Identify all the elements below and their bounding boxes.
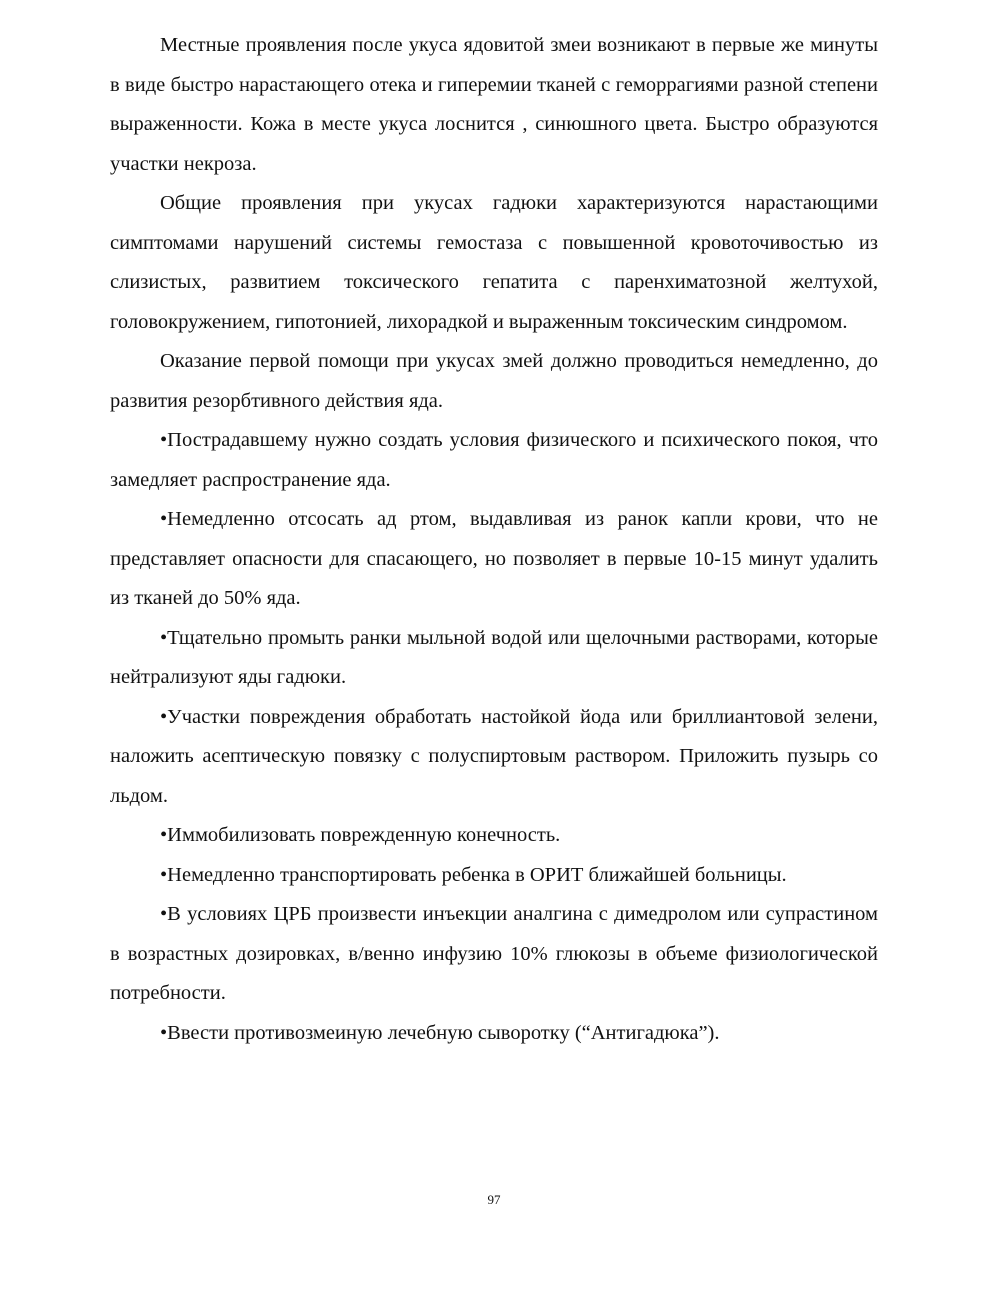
list-item-wash: •Тщательно промыть ранки мыльной водой или щелочными растворами, которые нейтрализуют яды гадюки.	[110, 626, 878, 688]
list-item-treat-wound: •Участки повреждения обработать настойкой йода или бриллиантовой зелени, наложить асептическую повязку с полуспиртовым раствором. Приложить пузырь со льдом.	[110, 705, 878, 807]
body-text	[110, 26, 878, 1053]
page-number: 97	[487, 1192, 501, 1207]
paragraph-local-symptoms: Местные проявления после укуса ядовитой змеи возникают в первые же минуты в виде быстро нарастающего отека и гиперемии тканей с геморрагиями разной степени выраженности. Кожа в месте укуса лоснится , синюшного цвета. Быстро образуются участки некроза.	[110, 34, 878, 175]
list-item-injections: •В условиях ЦРБ произвести инъекции аналгина с димедролом или супрастином в возрастных дозировках, в/венно инфузию 10% глюкозы в объеме физиологической потребности.	[110, 903, 878, 1004]
paragraph-general-symptoms: Общие проявления при укусах гадюки характеризуются нарастающими симптомами нарушений системы гемостаза с повышенной кровоточивостью из слизистых, развитием токсического гепатита с паренхиматозной желтухой, головокружением, гипотонией, лихорадкой и выраженным токсическим синдромом.	[110, 192, 878, 333]
paragraph-first-aid-intro: Оказание первой помощи при укусах змей должно проводиться немедленно, до развития резорбтивного действия яда.	[110, 350, 878, 412]
list-item-transport: •Немедленно транспортировать ребенка в ОРИТ ближайшей больницы.	[160, 863, 787, 886]
list-item-rest: •Пострадавшему нужно создать условия физического и психического покоя, что замедляет распространение яда.	[110, 429, 878, 491]
list-item-immobilize: •Иммобилизовать поврежденную конечность.	[160, 824, 561, 846]
list-item-suction: •Немедленно отсосать ад ртом, выдавливая из ранок капли крови, что не представляет опасности для спасающего, но позволяет в первые 10-15 минут удалить из тканей до 50% яда.	[110, 508, 878, 609]
list-item-antivenom: •Ввести противозмеиную лечебную сыворотку (“Антигадюка”).	[160, 1021, 720, 1044]
